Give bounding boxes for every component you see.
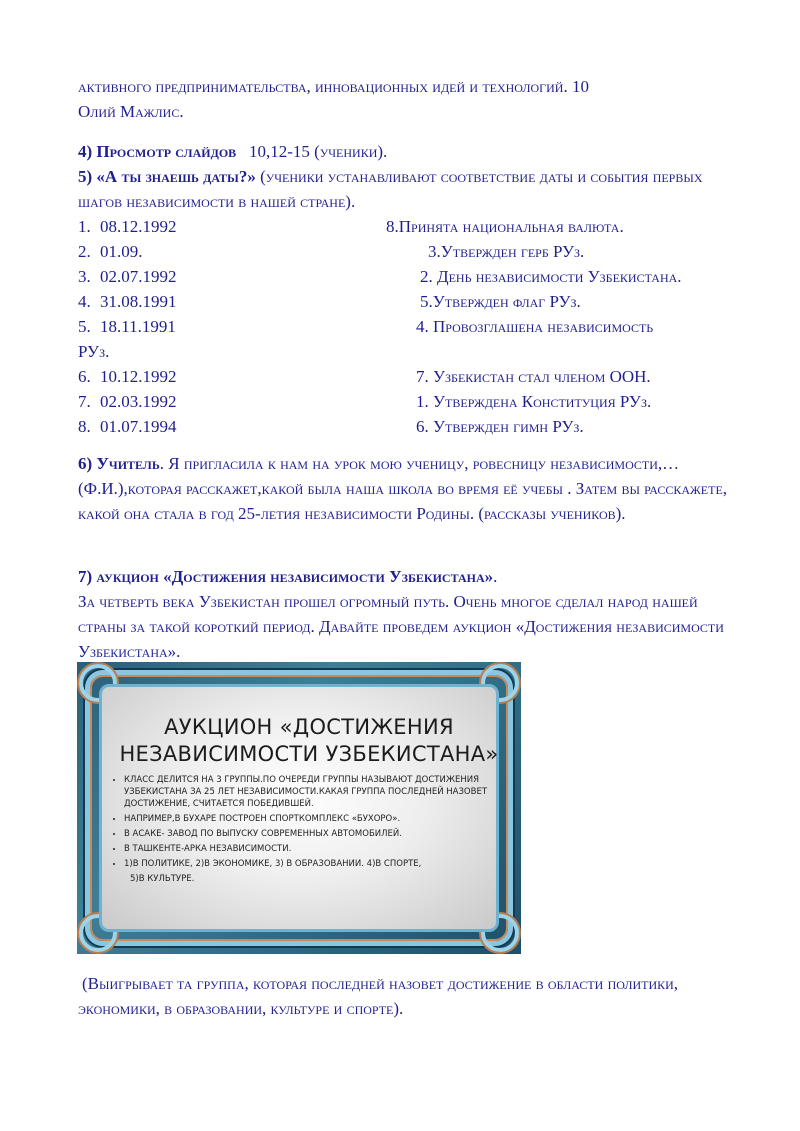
row-event: 6. Утвержден гимн РУз. <box>416 417 584 436</box>
row-number: 7. <box>78 392 91 411</box>
matching-row <box>78 289 758 314</box>
slide-bullet: • 1)В ПОЛИТИКЕ, 2)В ЭКОНОМИКЕ, 3) В ОБРАЗОВАНИИ. 4)В СПОРТЕ, <box>124 858 504 870</box>
row-event: 7. Узбекистан стал членом ООН. <box>416 367 651 386</box>
section-4-text: 10,12-15 (ученики). <box>248 142 388 161</box>
matching-row <box>78 414 758 439</box>
section-4-heading: 4) Просмотр слайдов <box>78 142 237 161</box>
row-number: 5. <box>78 317 91 336</box>
row-number: 3. <box>78 267 91 286</box>
row-event: 1. Утверждена Конституция РУз. <box>416 392 652 411</box>
row-date: 08.12.1992 <box>100 217 177 236</box>
intro-line-2: Олий Мажлис. <box>78 102 184 121</box>
matching-row <box>78 389 758 414</box>
section-7-text: За четверть века Узбекистан прошел огромный путь. Очень многое сделал народ нашей страны за такой короткий период. Давайте проведем аукцион «Достижения независимости Узбекистана». <box>78 592 724 661</box>
slide-bullet: • В АСАКЕ- ЗАВОД ПО ВЫПУСКУ СОВРЕМЕННЫХ АВТОМОБИЛЕЙ. <box>124 828 504 840</box>
section-6 <box>78 451 748 526</box>
auction-slide-image <box>77 662 521 954</box>
row-event: РУз. <box>78 342 110 361</box>
row-date: 02.07.1992 <box>100 267 177 286</box>
section-5-text: (ученики устанавливают соответствие даты и события первых шагов независимости в нашей стране). <box>78 167 703 211</box>
slide-title: АУКЦИОН «ДОСТИЖЕНИЯ НЕЗАВИСИМОСТИ УЗБЕКИСТАНА» <box>119 715 499 766</box>
row-date: 31.08.1991 <box>100 292 177 311</box>
section-6-text: . Я пригласила к нам на урок мою ученицу, ровесницу независимости,…(Ф.И.),которая расскажет,какой была наша школа во время её учебы . Затем вы расскажете, какой она стала в год 25-летия независимости Родины. (рассказы учеников). <box>78 454 728 523</box>
row-event: 8.Принята национальная валюта. <box>386 217 624 236</box>
matching-row <box>78 239 758 264</box>
row-event: 4. Провозглашена независимость <box>416 317 654 336</box>
row-number: 2. <box>78 242 91 261</box>
row-number: 4. <box>78 292 91 311</box>
matching-row <box>78 364 758 389</box>
row-number: 1. <box>78 217 91 236</box>
matching-row-continuation <box>78 339 758 364</box>
matching-row <box>78 264 758 289</box>
row-date: 18.11.1991 <box>100 317 176 336</box>
row-date: 02.03.1992 <box>100 392 177 411</box>
section-5-heading: 5) «А ты знаешь даты?» <box>78 167 256 186</box>
closing-text: (Выигрывает та группа, которая последней назовет достижение в области политики, экономики, в образовании, культуре и спорте). <box>78 974 679 1018</box>
slide-bullet-list <box>113 774 504 888</box>
intro-line-1: активного предпринимательства, инновационных идей и технологий. 10 <box>78 77 589 96</box>
section-7-heading: 7) аукцион «Достижения независимости Узбекистана» <box>78 567 494 586</box>
section-5 <box>78 164 748 214</box>
row-event: 2. День независимости Узбекистана. <box>420 267 682 286</box>
slide-bullet: • В ТАШКЕНТЕ-АРКА НЕЗАВИСИМОСТИ. <box>124 843 504 855</box>
section-7-heading-period: . <box>493 567 498 586</box>
row-event: 3.Утвержден герб РУз. <box>428 242 585 261</box>
intro-text <box>78 74 748 124</box>
row-date: 01.07.1994 <box>100 417 177 436</box>
row-number: 6. <box>78 367 91 386</box>
row-number: 8. <box>78 417 91 436</box>
section-4 <box>78 139 748 164</box>
section-6-heading: 6) Учитель <box>78 454 160 473</box>
slide-bullet: • НАПРИМЕР,В БУХАРЕ ПОСТРОЕН СПОРТКОМПЛЕКС «БУХОРО». <box>124 813 504 825</box>
section-7-heading-line <box>78 564 748 589</box>
slide-bullet: • КЛАСС ДЕЛИТСЯ НА 3 ГРУППЫ.ПО ОЧЕРЕДИ ГРУППЫ НАЗЫВАЮТ ДОСТИЖЕНИЯ УЗБЕКИСТАНА ЗА 25 ЛЕТ НЕЗАВИСИМОСТИ.КАКАЯ ГРУППА ПОСЛЕДНЕЙ НАЗОВЕТ ДОСТИЖЕНИЕ, СЧИТАЕТСЯ ПОБЕДИВШЕЙ. <box>124 774 504 810</box>
slide-bullet-continuation: 5)В КУЛЬТУРЕ. <box>130 874 195 884</box>
row-event: 5.Утвержден флаг РУз. <box>420 292 581 311</box>
row-date: 10.12.1992 <box>100 367 177 386</box>
matching-row <box>78 314 758 339</box>
row-date: 01.09. <box>100 242 143 261</box>
matching-row <box>78 214 758 239</box>
